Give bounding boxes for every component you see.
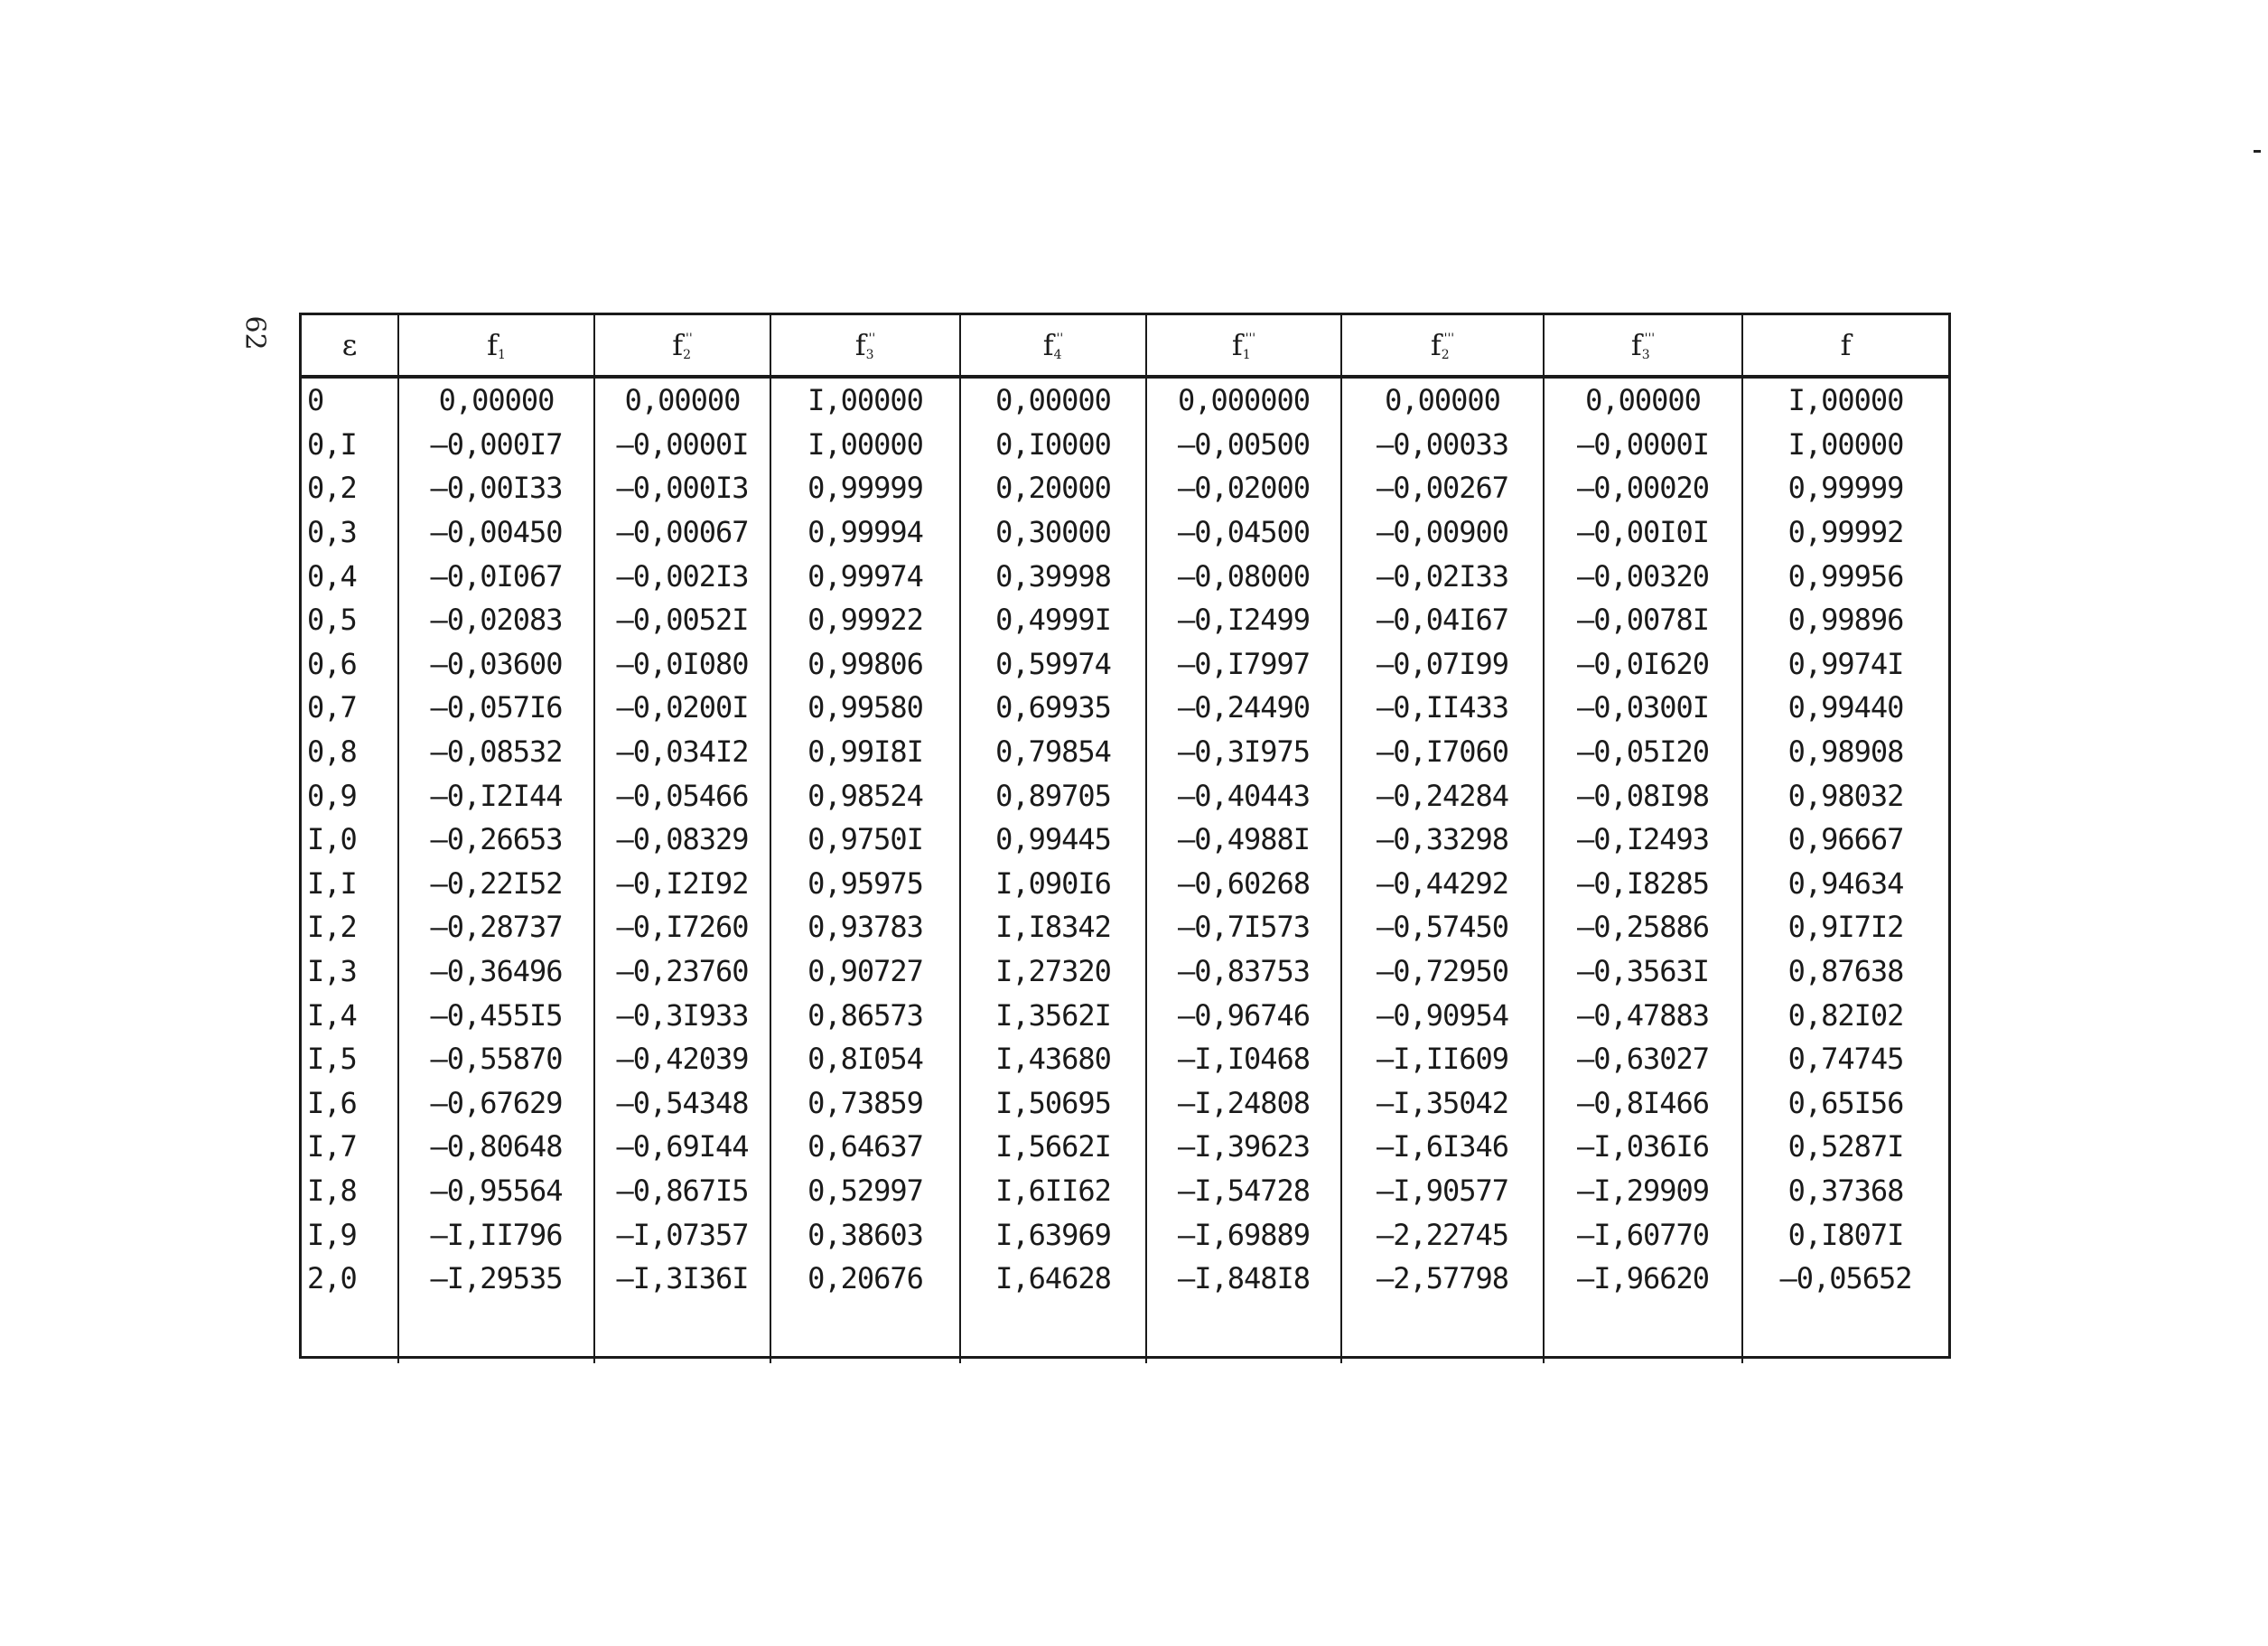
- value-cell: –0,04500: [1146, 510, 1341, 555]
- value-cell: 0,98908: [1787, 734, 1904, 770]
- value-cell: –I,60770: [1544, 1212, 1742, 1257]
- value-cell: –0,02083: [398, 598, 594, 642]
- epsilon-cell: I,3: [302, 949, 398, 994]
- data-table: [302, 315, 1948, 1363]
- page-number: 62: [238, 315, 271, 351]
- table-header-row: [302, 315, 1948, 377]
- value-cell: 0,30000: [960, 510, 1146, 555]
- value-cell: –0,63027: [1544, 1037, 1742, 1081]
- value-cell: –0,42039: [594, 1037, 770, 1081]
- value-cell: 0,00000: [1544, 377, 1742, 423]
- value-cell: –0,00033: [1341, 423, 1544, 467]
- header-symbol-subscript: 1: [497, 348, 506, 362]
- value-cell: 0,00000: [594, 377, 770, 423]
- value-cell: –0,25886: [1544, 905, 1742, 949]
- header-symbol-superscript: '': [868, 332, 876, 346]
- value-cell: 0,8I054: [770, 1037, 960, 1081]
- value-cell: 0,00000: [960, 377, 1146, 423]
- value-cell: 0,59974: [960, 642, 1146, 687]
- value-cell: –0,I7060: [1341, 730, 1544, 774]
- header-symbol-base: f: [854, 328, 866, 362]
- value-cell: –I,07357: [594, 1212, 770, 1257]
- value-cell: –I,II609: [1341, 1037, 1544, 1081]
- value-cell: 0,9974I: [1787, 646, 1904, 681]
- value-cell: –I,29909: [1544, 1169, 1742, 1213]
- value-cell: 0,86573: [770, 993, 960, 1037]
- value-cell: 0,69935: [960, 686, 1146, 730]
- value-cell: I,00000: [770, 377, 960, 423]
- table-row: [302, 1257, 1948, 1301]
- value-cell: I,5662I: [960, 1125, 1146, 1169]
- epsilon-cell: 0,5: [302, 598, 398, 642]
- value-cell: –I,90577: [1341, 1169, 1544, 1213]
- value-cell: –0,I8285: [1544, 862, 1742, 906]
- epsilon-cell: 0,7: [302, 686, 398, 730]
- value-cell: I,00000: [1787, 426, 1904, 462]
- table-row: [302, 466, 1948, 510]
- value-cell: –0,05466: [594, 773, 770, 818]
- header-symbol-subscript: 2: [683, 348, 692, 362]
- value-cell: –0,57450: [1341, 905, 1544, 949]
- table-row: [302, 598, 1948, 642]
- column-header-symbol: [342, 328, 358, 362]
- table-row: [302, 377, 1948, 423]
- value-cell: –0,67629: [398, 1081, 594, 1126]
- value-cell: –0,47883: [1544, 993, 1742, 1037]
- value-cell: –0,3I933: [594, 993, 770, 1037]
- value-cell: –0,I2I44: [398, 773, 594, 818]
- header-symbol-base: f: [1430, 328, 1442, 362]
- epsilon-cell: 0,2: [302, 466, 398, 510]
- epsilon-cell: I,5: [302, 1037, 398, 1081]
- value-cell: –I,35042: [1341, 1081, 1544, 1126]
- header-symbol-base: f: [1840, 328, 1852, 362]
- value-cell: –0,90954: [1341, 993, 1544, 1037]
- table-row: [302, 905, 1948, 949]
- value-cell: 0,37368: [1787, 1173, 1904, 1208]
- value-cell: –0,24284: [1341, 773, 1544, 818]
- value-cell: 0,82I02: [1787, 997, 1904, 1033]
- epsilon-cell: I,6: [302, 1081, 398, 1126]
- value-cell: –0,0I620: [1544, 642, 1742, 687]
- value-cell: –0,00I0I: [1544, 510, 1742, 555]
- table-row: [302, 862, 1948, 906]
- value-cell: –0,23760: [594, 949, 770, 994]
- value-cell: 0,9750I: [770, 818, 960, 862]
- value-cell: –0,83753: [1146, 949, 1341, 994]
- epsilon-cell: I,7: [302, 1125, 398, 1169]
- value-cell: –0,26653: [398, 818, 594, 862]
- value-cell: –I,29535: [398, 1257, 594, 1301]
- value-cell: 0,99992: [1787, 515, 1904, 550]
- epsilon-cell: I,2: [302, 905, 398, 949]
- value-cell: I,00000: [770, 423, 960, 467]
- value-cell: –0,00450: [398, 510, 594, 555]
- table-body: [302, 377, 1948, 1363]
- value-cell: –0,60268: [1146, 862, 1341, 906]
- value-cell: –I,69889: [1146, 1212, 1341, 1257]
- column-header: [770, 315, 960, 377]
- epsilon-cell: I,0: [302, 818, 398, 862]
- value-cell: 0,39998: [960, 554, 1146, 598]
- value-cell: –0,33298: [1341, 818, 1544, 862]
- value-cell: –0,3I975: [1146, 730, 1341, 774]
- empty-cell: [1742, 1300, 1948, 1363]
- header-symbol-superscript: '': [686, 332, 693, 346]
- value-cell: 0,99994: [770, 510, 960, 555]
- value-cell: –0,000I7: [398, 423, 594, 467]
- value-cell: –0,08329: [594, 818, 770, 862]
- header-symbol-superscript: ''': [1644, 332, 1656, 346]
- value-cell: –0,I2499: [1146, 598, 1341, 642]
- value-cell: 0,89705: [960, 773, 1146, 818]
- value-cell: –0,55870: [398, 1037, 594, 1081]
- value-cell: 0,96667: [1787, 822, 1904, 857]
- value-cell: –2,57798: [1341, 1257, 1544, 1301]
- table-row: [302, 949, 1948, 994]
- value-cell: 0,99922: [770, 598, 960, 642]
- header-symbol-base: ε: [341, 328, 358, 362]
- value-cell: 0,5287I: [1787, 1129, 1904, 1164]
- value-cell: –0,05652: [1779, 1261, 1912, 1296]
- column-header: [398, 315, 594, 377]
- value-cell: –0,02000: [1146, 466, 1341, 510]
- value-cell: I,63969: [960, 1212, 1146, 1257]
- epsilon-cell: I,8: [302, 1169, 398, 1213]
- value-cell: I,64628: [960, 1257, 1146, 1301]
- value-cell: –0,002I3: [594, 554, 770, 598]
- header-symbol-subscript: 2: [1441, 348, 1450, 362]
- value-cell: I,50695: [960, 1081, 1146, 1126]
- value-cell: –0,057I6: [398, 686, 594, 730]
- value-cell: –0,0052I: [594, 598, 770, 642]
- header-symbol-superscript: '': [1056, 332, 1064, 346]
- epsilon-cell: I,4: [302, 993, 398, 1037]
- value-cell: I,I8342: [960, 905, 1146, 949]
- table-row: [302, 1169, 1948, 1213]
- column-header-symbol: [487, 328, 506, 362]
- epsilon-cell: 0,9: [302, 773, 398, 818]
- value-cell: I,43680: [960, 1037, 1146, 1081]
- value-cell: –0,000I3: [594, 466, 770, 510]
- column-header-symbol: [1841, 328, 1852, 362]
- value-cell: –0,05I20: [1544, 730, 1742, 774]
- value-cell: –2,22745: [1341, 1212, 1544, 1257]
- value-cell: –0,0I080: [594, 642, 770, 687]
- value-cell: –0,I7260: [594, 905, 770, 949]
- table-spacer-row: [302, 1300, 1948, 1363]
- value-cell: –0,96746: [1146, 993, 1341, 1037]
- table-row: [302, 1212, 1948, 1257]
- value-cell: 0,99956: [1787, 558, 1904, 594]
- value-cell: 0,00000: [1341, 377, 1544, 423]
- header-symbol-subscript: 3: [865, 348, 874, 362]
- column-header-symbol: [672, 328, 692, 362]
- value-cell: –I,24808: [1146, 1081, 1341, 1126]
- table-row: [302, 1081, 1948, 1126]
- value-cell: 0,93783: [770, 905, 960, 949]
- value-cell: –I,3I36I: [594, 1257, 770, 1301]
- value-cell: –0,I7997: [1146, 642, 1341, 687]
- value-cell: –I,54728: [1146, 1169, 1341, 1213]
- value-cell: –I,II796: [398, 1212, 594, 1257]
- column-header: [1742, 315, 1948, 377]
- empty-cell: [302, 1300, 398, 1363]
- value-cell: –0,24490: [1146, 686, 1341, 730]
- table-row: [302, 773, 1948, 818]
- value-cell: 0,74745: [1787, 1042, 1904, 1077]
- table-row: [302, 993, 1948, 1037]
- value-cell: 0,4999I: [960, 598, 1146, 642]
- value-cell: –0,72950: [1341, 949, 1544, 994]
- column-header-symbol: [1043, 328, 1063, 362]
- value-cell: 0,99I8I: [770, 730, 960, 774]
- value-cell: 0,99445: [960, 818, 1146, 862]
- value-cell: I,3562I: [960, 993, 1146, 1037]
- value-cell: –0,I2I92: [594, 862, 770, 906]
- value-cell: –0,034I2: [594, 730, 770, 774]
- value-cell: –0,00320: [1544, 554, 1742, 598]
- value-cell: –I,036I6: [1544, 1125, 1742, 1169]
- value-cell: 0,I807I: [1787, 1217, 1904, 1252]
- value-cell: –I,I0468: [1146, 1037, 1341, 1081]
- value-cell: –0,455I5: [398, 993, 594, 1037]
- header-symbol-subscript: 1: [1242, 348, 1251, 362]
- value-cell: –0,0200I: [594, 686, 770, 730]
- value-cell: –0,8I466: [1544, 1081, 1742, 1126]
- value-cell: 0,000000: [1146, 377, 1341, 423]
- value-cell: –0,0078I: [1544, 598, 1742, 642]
- epsilon-cell: 0,6: [302, 642, 398, 687]
- value-cell: 0,I0000: [960, 423, 1146, 467]
- value-cell: 0,95975: [770, 862, 960, 906]
- value-cell: 0,00000: [398, 377, 594, 423]
- column-header: [302, 315, 398, 377]
- value-cell: 0,20000: [960, 466, 1146, 510]
- epsilon-cell: 0,I: [302, 423, 398, 467]
- value-cell: 0,94634: [1787, 865, 1904, 901]
- empty-cell: [1544, 1300, 1742, 1363]
- value-cell: –0,00020: [1544, 466, 1742, 510]
- header-symbol-base: f: [1042, 328, 1054, 362]
- value-cell: 0,87638: [1787, 954, 1904, 989]
- value-cell: 0,79854: [960, 730, 1146, 774]
- value-cell: –0,7I573: [1146, 905, 1341, 949]
- value-cell: 0,64637: [770, 1125, 960, 1169]
- header-symbol-base: f: [1630, 328, 1642, 362]
- value-cell: 0,38603: [770, 1212, 960, 1257]
- value-cell: –0,95564: [398, 1169, 594, 1213]
- value-cell: –I,96620: [1544, 1257, 1742, 1301]
- value-cell: –0,4988I: [1146, 818, 1341, 862]
- value-cell: 0,99806: [770, 642, 960, 687]
- column-header: [1146, 315, 1341, 377]
- value-cell: –0,867I5: [594, 1169, 770, 1213]
- table-row: [302, 642, 1948, 687]
- header-symbol-superscript: ''': [1443, 332, 1455, 346]
- column-header: [1544, 315, 1742, 377]
- value-cell: 0,98524: [770, 773, 960, 818]
- value-cell: –0,07I99: [1341, 642, 1544, 687]
- value-cell: –0,00267: [1341, 466, 1544, 510]
- value-cell: –0,I2493: [1544, 818, 1742, 862]
- value-cell: 0,99999: [1787, 471, 1904, 506]
- value-cell: –I,6I346: [1341, 1125, 1544, 1169]
- column-header: [594, 315, 770, 377]
- value-cell: 0,20676: [770, 1257, 960, 1301]
- value-cell: –0,69I44: [594, 1125, 770, 1169]
- epsilon-cell: 0,4: [302, 554, 398, 598]
- table-row: [302, 554, 1948, 598]
- value-cell: –I,848I8: [1146, 1257, 1341, 1301]
- value-cell: 0,65I56: [1787, 1085, 1904, 1120]
- empty-cell: [770, 1300, 960, 1363]
- value-cell: –0,36496: [398, 949, 594, 994]
- table-row: [302, 686, 1948, 730]
- value-cell: –0,3563I: [1544, 949, 1742, 994]
- header-symbol-base: f: [487, 328, 498, 362]
- empty-cell: [594, 1300, 770, 1363]
- epsilon-cell: I,9: [302, 1212, 398, 1257]
- edge-mark: [2254, 150, 2261, 153]
- value-cell: –I,39623: [1146, 1125, 1341, 1169]
- value-cell: I,00000: [1787, 383, 1904, 418]
- value-cell: 0,99580: [770, 686, 960, 730]
- value-cell: 0,52997: [770, 1169, 960, 1213]
- column-header-symbol: [1631, 328, 1655, 362]
- value-cell: –0,08000: [1146, 554, 1341, 598]
- value-cell: –0,0000I: [594, 423, 770, 467]
- value-cell: –0,44292: [1341, 862, 1544, 906]
- value-cell: –0,0300I: [1544, 686, 1742, 730]
- value-cell: 0,99974: [770, 554, 960, 598]
- value-cell: –0,03600: [398, 642, 594, 687]
- epsilon-cell: 0,3: [302, 510, 398, 555]
- epsilon-cell: 2,0: [302, 1257, 398, 1301]
- value-cell: 0,9I7I2: [1787, 910, 1904, 945]
- table-row: [302, 1037, 1948, 1081]
- value-cell: –0,04I67: [1341, 598, 1544, 642]
- value-cell: –0,80648: [398, 1125, 594, 1169]
- value-cell: 0,90727: [770, 949, 960, 994]
- value-cell: –0,08532: [398, 730, 594, 774]
- value-cell: –0,08I98: [1544, 773, 1742, 818]
- value-cell: –0,0I067: [398, 554, 594, 598]
- value-cell: –0,28737: [398, 905, 594, 949]
- value-cell: I,27320: [960, 949, 1146, 994]
- value-cell: –0,0000I: [1544, 423, 1742, 467]
- epsilon-cell: I,I: [302, 862, 398, 906]
- epsilon-cell: 0: [302, 377, 398, 423]
- table-row: [302, 818, 1948, 862]
- value-cell: 0,98032: [1787, 778, 1904, 813]
- table-row: [302, 1125, 1948, 1169]
- header-symbol-subscript: 3: [1641, 348, 1650, 362]
- value-cell: –0,00900: [1341, 510, 1544, 555]
- empty-cell: [398, 1300, 594, 1363]
- value-cell: –0,40443: [1146, 773, 1341, 818]
- value-cell: –0,22I52: [398, 862, 594, 906]
- header-symbol-subscript: 4: [1053, 348, 1062, 362]
- value-cell: I,6II62: [960, 1169, 1146, 1213]
- column-header-symbol: [1232, 328, 1255, 362]
- column-header: [960, 315, 1146, 377]
- value-cell: –0,II433: [1341, 686, 1544, 730]
- value-cell: I,090I6: [960, 862, 1146, 906]
- column-header: [1341, 315, 1544, 377]
- value-cell: 0,73859: [770, 1081, 960, 1126]
- empty-cell: [1146, 1300, 1341, 1363]
- value-cell: 0,99440: [1787, 690, 1904, 725]
- data-table-frame: [299, 313, 1951, 1359]
- value-cell: –0,02I33: [1341, 554, 1544, 598]
- value-cell: –0,00067: [594, 510, 770, 555]
- header-symbol-base: f: [1231, 328, 1243, 362]
- table-row: [302, 423, 1948, 467]
- value-cell: 0,99896: [1787, 603, 1904, 638]
- column-header-symbol: [855, 328, 875, 362]
- header-symbol-base: f: [672, 328, 684, 362]
- header-symbol-superscript: ''': [1245, 332, 1256, 346]
- column-header-symbol: [1431, 328, 1454, 362]
- epsilon-cell: 0,8: [302, 730, 398, 774]
- value-cell: 0,99999: [770, 466, 960, 510]
- table-row: [302, 510, 1948, 555]
- value-cell: –0,00500: [1146, 423, 1341, 467]
- table-row: [302, 730, 1948, 774]
- value-cell: –0,54348: [594, 1081, 770, 1126]
- empty-cell: [1341, 1300, 1544, 1363]
- empty-cell: [960, 1300, 1146, 1363]
- value-cell: –0,00I33: [398, 466, 594, 510]
